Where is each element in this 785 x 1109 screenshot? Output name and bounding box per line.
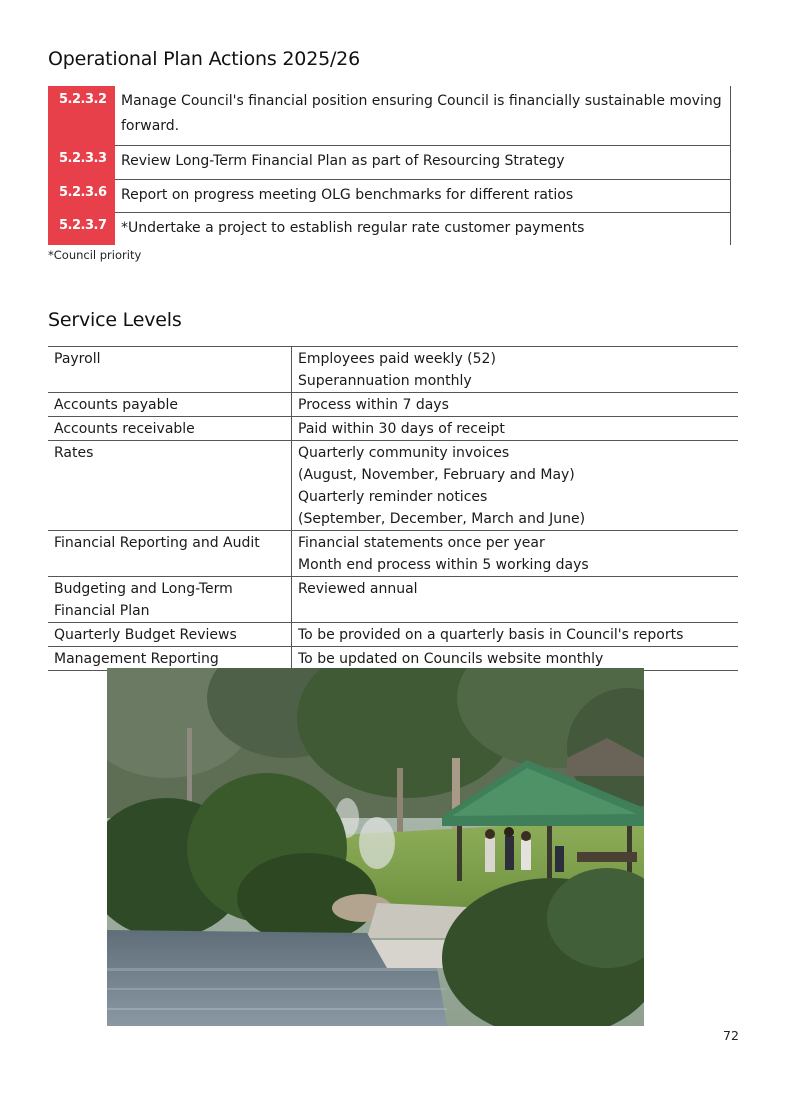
service-level: [292, 531, 739, 577]
service-level-line: Financial statements once per year: [298, 535, 545, 551]
service-name-line: Financial Reporting and Audit: [54, 535, 260, 551]
table-row: [48, 145, 731, 179]
service-level-line: Superannuation monthly: [298, 373, 472, 389]
service-level: [292, 347, 739, 393]
action-text: Report on progress meeting OLG benchmarks for different ratios: [115, 179, 731, 212]
service-level: [292, 393, 739, 417]
park-photo: [107, 668, 644, 1026]
service-level-line: Paid within 30 days of receipt: [298, 421, 505, 437]
service-levels-title: Service Levels: [48, 309, 182, 331]
service-level: [292, 441, 739, 531]
service-name: [48, 417, 292, 441]
table-row: [48, 647, 738, 671]
action-text: Review Long-Term Financial Plan as part of Resourcing Strategy: [115, 145, 731, 179]
park-photo-illustration: [107, 668, 644, 1026]
page-number: 72: [723, 1028, 739, 1043]
service-name: [48, 393, 292, 417]
service-level: [292, 417, 739, 441]
table-row: [48, 417, 738, 441]
service-name-line: Quarterly Budget Reviews: [54, 627, 237, 643]
service-level-line: Quarterly community invoices: [298, 445, 510, 461]
service-level: [292, 577, 739, 623]
service-level-line: Employees paid weekly (52): [298, 351, 496, 367]
service-name-line: Accounts payable: [54, 397, 178, 413]
service-levels-table: [48, 346, 738, 671]
action-text: *Undertake a project to establish regular rate customer payments: [115, 212, 731, 245]
service-level-line: (September, December, March and June): [298, 511, 586, 527]
action-code: 5.2.3.6: [48, 179, 115, 212]
table-row: [48, 86, 731, 145]
operational-plan-table: [48, 86, 731, 245]
service-name: [48, 647, 292, 671]
service-level: [292, 647, 739, 671]
operational-plan-title: Operational Plan Actions 2025/26: [48, 48, 360, 70]
table-row: [48, 179, 731, 212]
service-name-line: Financial Plan: [54, 603, 150, 619]
table-row: [48, 393, 738, 417]
service-name: [48, 441, 292, 531]
table-row: [48, 441, 738, 531]
service-level-line: Reviewed annual: [298, 581, 418, 597]
action-code: 5.2.3.2: [48, 86, 115, 145]
table-row: [48, 531, 738, 577]
action-code: 5.2.3.3: [48, 145, 115, 179]
service-level-line: To be updated on Councils website monthly: [298, 651, 604, 667]
service-name: [48, 347, 292, 393]
service-name-line: Payroll: [54, 351, 101, 367]
action-code: 5.2.3.7: [48, 212, 115, 245]
service-level-line: Month end process within 5 working days: [298, 557, 589, 573]
service-name-line: Budgeting and Long-Term: [54, 581, 233, 597]
service-level-line: Process within 7 days: [298, 397, 449, 413]
council-priority-note: *Council priority: [48, 248, 142, 262]
service-name: [48, 577, 292, 623]
service-name-line: Accounts receivable: [54, 421, 195, 437]
service-name-line: Management Reporting: [54, 651, 219, 667]
service-level-line: (August, November, February and May): [298, 467, 575, 483]
service-level-line: Quarterly reminder notices: [298, 489, 488, 505]
service-level-line: To be provided on a quarterly basis in Council's reports: [298, 627, 684, 643]
table-row: [48, 212, 731, 245]
table-row: [48, 623, 738, 647]
service-name-line: Rates: [54, 445, 94, 461]
table-row: [48, 577, 738, 623]
service-name: [48, 623, 292, 647]
service-name: [48, 531, 292, 577]
table-row: [48, 347, 738, 393]
service-level: [292, 623, 739, 647]
action-text: Manage Council's financial position ensuring Council is financially sustainable moving forward.: [115, 86, 731, 145]
